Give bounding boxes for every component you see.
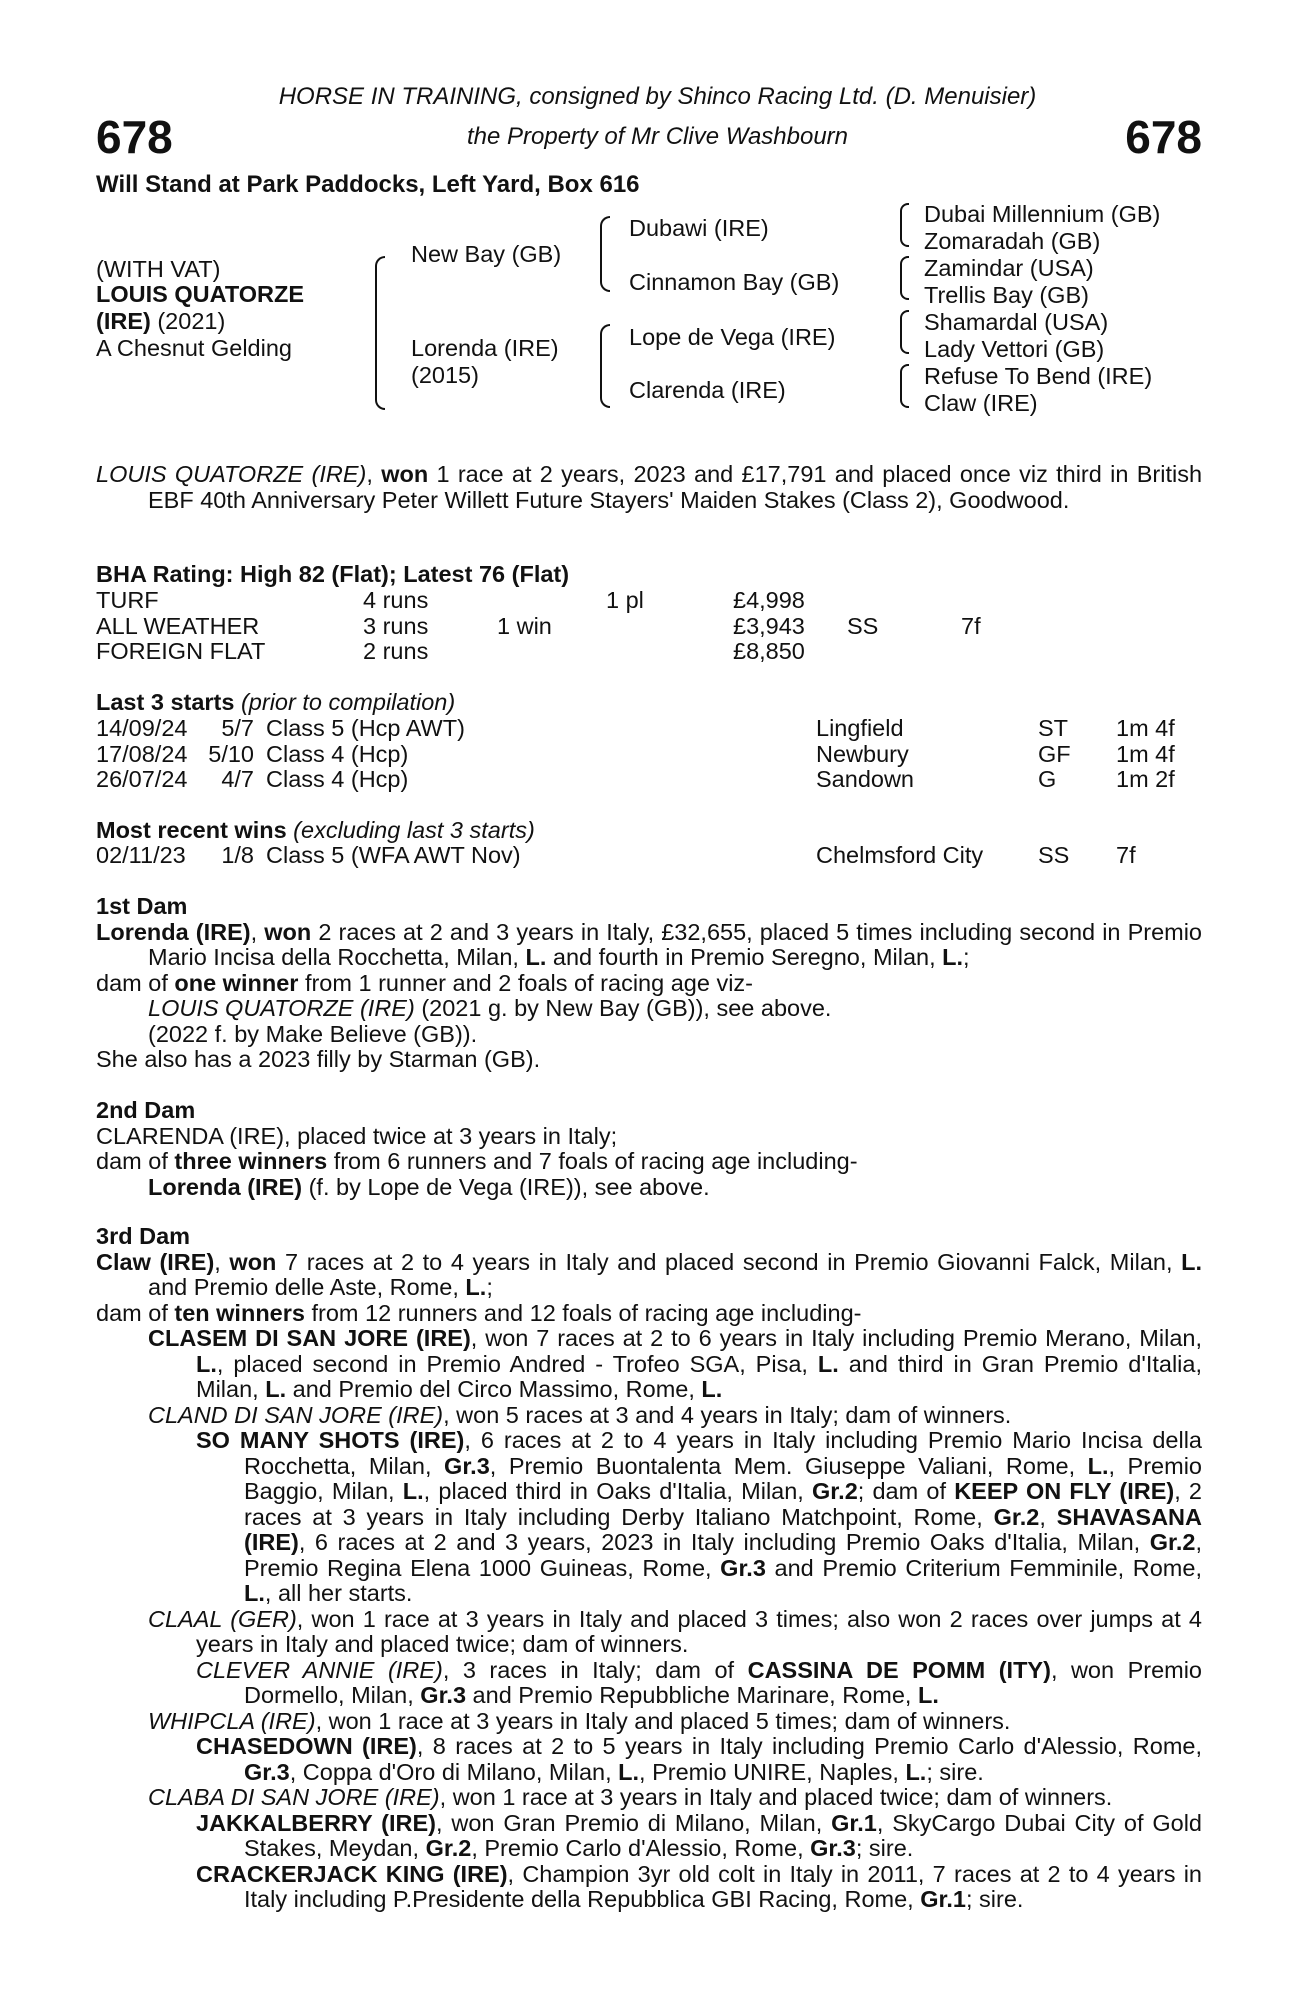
bha-rating: BHA Rating: High 82 (Flat); Latest 76 (Flat) xyxy=(96,561,570,587)
lot-number-left: 678 xyxy=(96,111,173,163)
third-dam-section: 3rd Dam Claw (IRE), won 7 races at 2 to 4 years in Italy and placed second in Premio Giovanni Falck, Milan, L. and Premio delle Aste, Rome, L.; dam of ten winners from 12 runners and 12 foals of racing age including- CLASEM DI SAN JORE (IRE), won 7 races at 2 to 6 years in Italy including Premio Merano, Milan, L., placed second in Premio Andred - Trofeo SGA, Pisa, L. and third in Gran Premio d'Italia, Milan, L. and Premio del Circo Massimo, Rome, L. CLAND DI SAN JORE (IRE), won 5 races at 3 and 4 years in Italy; dam of winners. SO MANY SHOTS (IRE), 6 races at 2 to 4 years in Italy including Premio Mario Incisa della Rocchetta, Milan, Gr.3, Premio Buontalenta Mem. Giuseppe Valiani, Rome, L., Premio Baggio, Milan, L., placed third in Oaks d'Italia, Milan, Gr.2; dam of KEEP ON FLY (IRE), 2 races at 3 years in Italy including Derby Italiano Matchpoint, Rome, Gr.2, SHAVASANA (IRE), 6 races at 2 and 3 years, 2023 in Italy including Premio Oaks d'Italia, Milan, Gr.2, Premio Regina Elena 1000 Guineas, Rome, Gr.3 and Premio Criterium Femminile, Rome, L., all her starts. CLAAL (GER), won 1 race at 3 years in Italy and placed 3 times; also won 2 races over jumps at 4 years in Italy and placed twice; dam of winners. CLEVER ANNIE (IRE), 3 races in Italy; dam of CASSINA DE POMM (ITY), won Premio Dormello, Milan, Gr.3 and Premio Repubbliche Marinare, Rome, L. WHIPCLA (IRE), won 1 race at 3 years in Italy and placed 5 times; dam of winners. CHASEDOWN (IRE), 8 races at 2 to 5 years in Italy including Premio Carlo d'Alessio, Rome, Gr.3, Coppa d'Oro di Milano, Milan, L., Premio UNIRE, Naples, L.; sire. CLABA DI SAN JORE (IRE), won 1 race at 3 years in Italy and placed twice; dam of winners. JAKKALBERRY (IRE), won Gran Premio di Milano, Milan, Gr.1, SkyCargo Dubai City of Gold Stakes, Meydan, Gr.2, Premio Carlo d'Alessio, Rome, Gr.3; sire. CRACKERJACK KING (IRE), Champion 3yr old colt in Italy in 2011, 7 races at 2 to 4 years in Italy including P.Presidente della Repubblica GBI Racing, Rome, Gr.1; sire. xyxy=(96,1223,1203,1912)
dam-year: (2015) xyxy=(411,362,479,388)
lot-number-right: 678 xyxy=(1125,111,1202,163)
sire-dam: Cinnamon Bay (GB) xyxy=(629,269,840,295)
gg-6: Lady Vettori (GB) xyxy=(924,336,1105,362)
horse-description: A Chesnut Gelding xyxy=(96,335,292,361)
rating-row-foreign: FOREIGN FLAT 2 runs £8,850 xyxy=(96,638,805,664)
dam-dam: Clarenda (IRE) xyxy=(629,377,786,403)
rating-table xyxy=(96,588,981,665)
pedigree-brace-1 xyxy=(375,256,385,410)
pedigree-brace-3c xyxy=(900,310,909,354)
horse-name: LOUIS QUATORZE xyxy=(96,281,305,307)
sire: New Bay (GB) xyxy=(411,241,562,267)
first-dam-section: 1st Dam Lorenda (IRE), won 2 races at 2 and 3 years in Italy, £32,655, placed 5 times including second in Premio Mario Incisa della Rocchetta, Milan, L. and fourth in Premio Seregno, Milan, L.; dam of one winner from 1 runner and 2 foals of racing age viz- LOUIS QUATORZE (IRE) (2021 g. by New Bay (GB)), see above. (2022 f. by Make Believe (GB)). She also has a 2023 filly by Starman (GB). xyxy=(96,893,1203,1072)
gg-2: Zomaradah (GB) xyxy=(924,228,1101,254)
second-dam-section: 2nd Dam CLARENDA (IRE), placed twice at 3 years in Italy; dam of three winners from 6 runners and 7 foals of racing age including- Lorenda (IRE) (f. by Lope de Vega (IRE)), see above. xyxy=(96,1098,1202,1200)
vat-label: (WITH VAT) xyxy=(96,256,221,282)
consignor-line: HORSE IN TRAINING, consigned by Shinco Racing Ltd. (D. Menuisier) xyxy=(278,83,1037,110)
last3-row: 14/09/24 5/7 Class 5 (Hcp AWT) Lingfield ST 1m 4f xyxy=(96,715,1175,741)
dam: Lorenda (IRE) xyxy=(411,335,559,361)
stand-location: Will Stand at Park Paddocks, Left Yard, Box 616 xyxy=(96,171,640,198)
gg-7: Refuse To Bend (IRE) xyxy=(924,363,1153,389)
horse-country-year: (IRE) (2021) xyxy=(96,308,226,334)
sire-sire: Dubawi (IRE) xyxy=(629,215,769,241)
gg-8: Claw (IRE) xyxy=(924,390,1038,416)
gg-1: Dubai Millennium (GB) xyxy=(924,201,1161,227)
last3-row: 26/07/24 4/7 Class 4 (Hcp) Sandown G 1m 2f xyxy=(96,766,1175,792)
pedigree-brace-3a xyxy=(900,203,909,247)
pedigree-brace-3b xyxy=(900,256,909,300)
recent-win-row: 02/11/23 1/8 Class 5 (WFA AWT Nov) Chelmsford City SS 7f xyxy=(96,842,1136,868)
third-dam-title: 3rd Dam xyxy=(96,1223,191,1249)
last3-title: Last 3 starts (prior to compilation) xyxy=(96,689,456,715)
first-dam-title: 1st Dam xyxy=(96,893,188,919)
gg-4: Trellis Bay (GB) xyxy=(924,282,1089,308)
gg-3: Zamindar (USA) xyxy=(924,255,1094,281)
race-summary: LOUIS QUATORZE (IRE), won 1 race at 2 years, 2023 and £17,791 and placed once viz third in British EBF 40th Anniversary Peter Willett Future Stayers' Maiden Stakes (Class 2), Goodwood. xyxy=(96,461,1203,513)
rating-row-turf: TURF 4 runs 1 pl £4,998 xyxy=(96,587,805,613)
pedigree-brace-2b xyxy=(600,324,610,408)
property-line: the Property of Mr Clive Washbourn xyxy=(466,123,849,150)
recent-wins-title: Most recent wins (excluding last 3 starts) xyxy=(96,817,535,843)
rating-row-aw: ALL WEATHER 3 runs 1 win £3,943 SS 7f xyxy=(96,612,981,639)
recent-wins-table xyxy=(96,843,1136,869)
gg-5: Shamardal (USA) xyxy=(924,309,1109,335)
last3-row: 17/08/24 5/10 Class 4 (Hcp) Newbury GF 1m 4f xyxy=(96,740,1175,767)
second-dam-title: 2nd Dam xyxy=(96,1097,196,1123)
dam-sire: Lope de Vega (IRE) xyxy=(629,324,836,350)
last3-table xyxy=(96,716,1175,793)
pedigree-brace-3d xyxy=(900,364,909,408)
pedigree-brace-2a xyxy=(600,216,610,292)
